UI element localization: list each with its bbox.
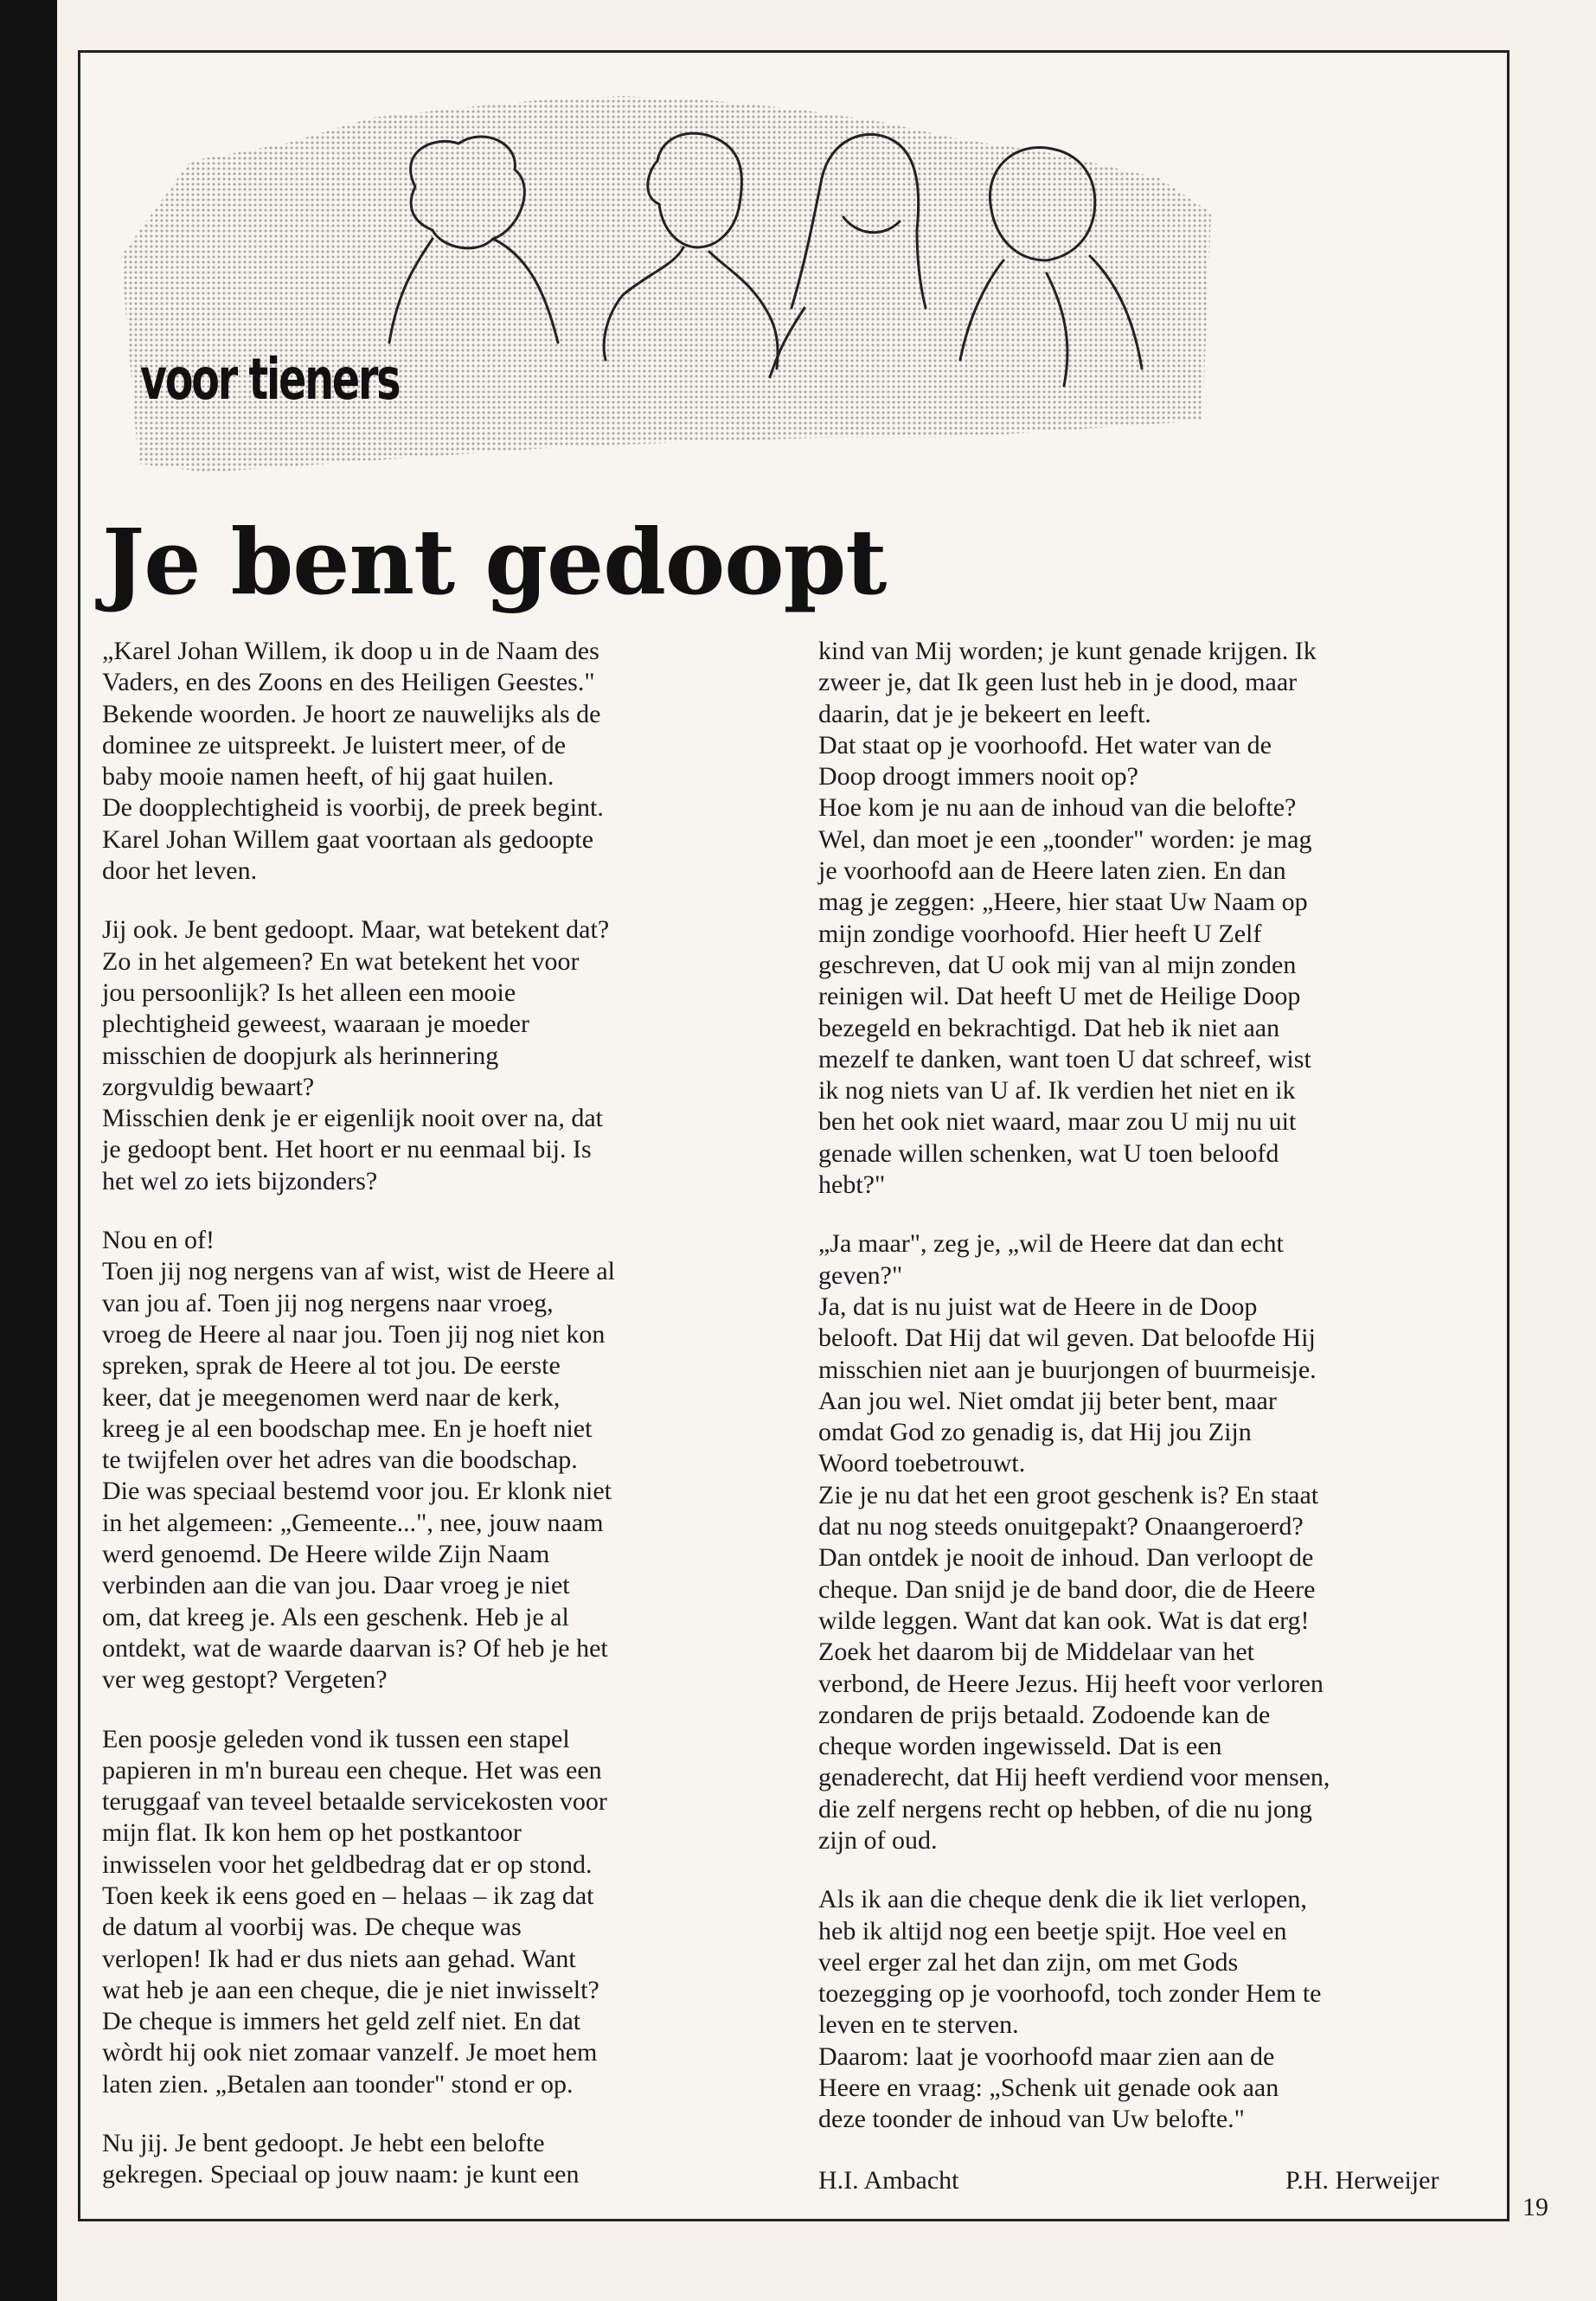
signature-place: H.I. Ambacht: [818, 2166, 959, 2195]
right-paragraph-2: „Ja maar", zeg je, „wil de Heere dat dan echt geven?" Ja, dat is nu juist wat de Heere in de Doop belooft. Dat Hij dat wil geven. Dat beloofde Hij misschien niet aan je buurjongen of buurmeisje. Aan jou wel. Niet omdat jij beter bent, maar omdat God zo genadig is, dat Hij jou Zijn Woord toebetrouwt. Zie je nu dat het een groot geschenk is? En staat dat nu nog steeds onuitgepakt? Onaangeroerd? Dan ontdek je nooit de inhoud. Dan verloopt de cheque. Dan snijd je de band door, die de Heere wilde leggen. Want dat kan ook. Wat is dat erg! Zoek het daarom bij de Middelaar van het verbond, de Heere Jezus. Hij heeft voor verloren zondaren de prijs betaald. Zodoende kan de cheque worden ingewisseld. Dat is een genaderecht, dat Hij heeft verdiend voor mensen, die zelf nergens recht op hebben, of die nu jong zijn of oud.: [818, 1229, 1330, 1855]
signature-author: P.H. Herweijer: [1285, 2166, 1439, 2195]
left-paragraph-1: „Karel Johan Willem, ik doop u in de Naam des Vaders, en des Zoons en des Heiligen Geestes." Bekende woorden. Je hoort ze nauwelijks als de dominee ze uitspreekt. Je luistert meer, of de baby mooie namen heeft, of hij gaat huilen. De doopplechtigheid is voorbij, de preek begint. Karel Johan Willem gaat voortaan als gedoopte door het leven.: [102, 637, 604, 886]
halftone-background: [121, 96, 1211, 472]
right-paragraph-3: Als ik aan die cheque denk die ik liet verlopen, heb ik altijd nog een beetje spijt. Hoe veel en veel erger zal het dan zijn, om met Gods toezegging op je voorhoofd, toch zonder Hem te leven en te sterven. Daarom: laat je voorhoofd maar zien aan de Heere en vraag: „Schenk uit genade ook aan deze toonder de inhoud van Uw belofte.": [818, 1885, 1322, 2134]
left-paragraph-3: Nou en of! Toen jij nog nergens van af wist, wist de Heere al van jou af. Toen jij nog nergens naar vroeg, vroeg de Heere al naar jou. Toen jij nog niet kon spreken, sprak de Heere al tot jou. De eerste keer, dat je meegenomen werd naar de kerk, kreeg je al een boodschap mee. En je hoeft niet te twijfelen over het adres van die boodschap. Die was speciaal bestemd voor jou. Er klonk niet in het algemeen: „Gemeente...", nee, jouw naam werd genoemd. De Heere wilde Zijn Naam verbinden aan die van jou. Daar vroeg je niet om, dat kreeg je. Als een geschenk. Heb je al ontdekt, wat de waarde daarvan is? Of heb je het ver weg gestopt? Vergeten?: [102, 1226, 616, 1695]
section-label: voor tieners: [140, 346, 400, 413]
article-column-right: [818, 636, 1484, 2163]
left-paragraph-5: Nu jij. Je bent gedoopt. Je hebt een belofte gekregen. Speciaal op jouw naam: je kunt een: [102, 2129, 580, 2189]
right-paragraph-1: kind van Mij worden; je kunt genade krijgen. Ik zweer je, dat Ik geen lust heb in je dood, maar daarin, dat je je bekeert en leeft. Dat staat op je voorhoofd. Het water van de Doop droogt immers nooit op? Hoe kom je nu aan de inhoud van die belofte? Wel, dan moet je een „toonder" worden: je mag je voorhoofd aan de Heere laten zien. En dan mag je zeggen: „Heere, hier staat Uw Naam op mijn zondige voorhoofd. Hier heeft U Zelf geschreven, dat U ook mij van al mijn zonden reinigen wil. Dat heeft U met de Heilige Doop bezegeld en bekrachtigd. Dat heb ik niet aan mezelf te danken, want toen U dat schreef, wist ik nog niets van U af. Ik verdien het niet en ik ben het ook niet waard, maar zou U mij nu uit genade willen schenken, wat U toen beloofd hebt?": [818, 637, 1317, 1200]
left-paragraph-4: Een poosje geleden vond ik tussen een stapel papieren in m'n bureau een cheque. Het was een teruggaaf van teveel betaalde servicekosten voor mijn flat. Ik kon hem op het postkantoor inwisselen voor het geldbedrag dat er op stond. Toen keek ik eens goed en – helaas – ik zag dat de datum al voorbij was. De cheque was verlopen! Ik had er dus niets aan gehad. Want wat heb je aan een cheque, die je niet inwisselt? De cheque is immers het geld zelf niet. En dat wòrdt hij ook niet zomaar vanzelf. Je moet hem laten zien. „Betalen aan toonder" stond er op.: [102, 1724, 607, 2099]
article-column-left: [102, 636, 768, 2219]
page-binding-edge: [0, 0, 57, 2301]
header-illustration: [87, 57, 1298, 490]
left-paragraph-2: Jij ook. Je bent gedoopt. Maar, wat betekent dat? Zo in het algemeen? En wat betekent het voor jou persoonlijk? Is het alleen een mooie plechtigheid geweest, waaraan je moeder misschien de doopjurk als herinnering zorgvuldig bewaart? Misschien denk je er eigenlijk nooit over na, dat je gedoopt bent. Het hoort er nu eenmaal bij. Is het wel zo iets bijzonders?: [102, 915, 610, 1195]
article-title: Je bent gedoopt: [102, 509, 887, 615]
page-number: 19: [1522, 2193, 1548, 2221]
